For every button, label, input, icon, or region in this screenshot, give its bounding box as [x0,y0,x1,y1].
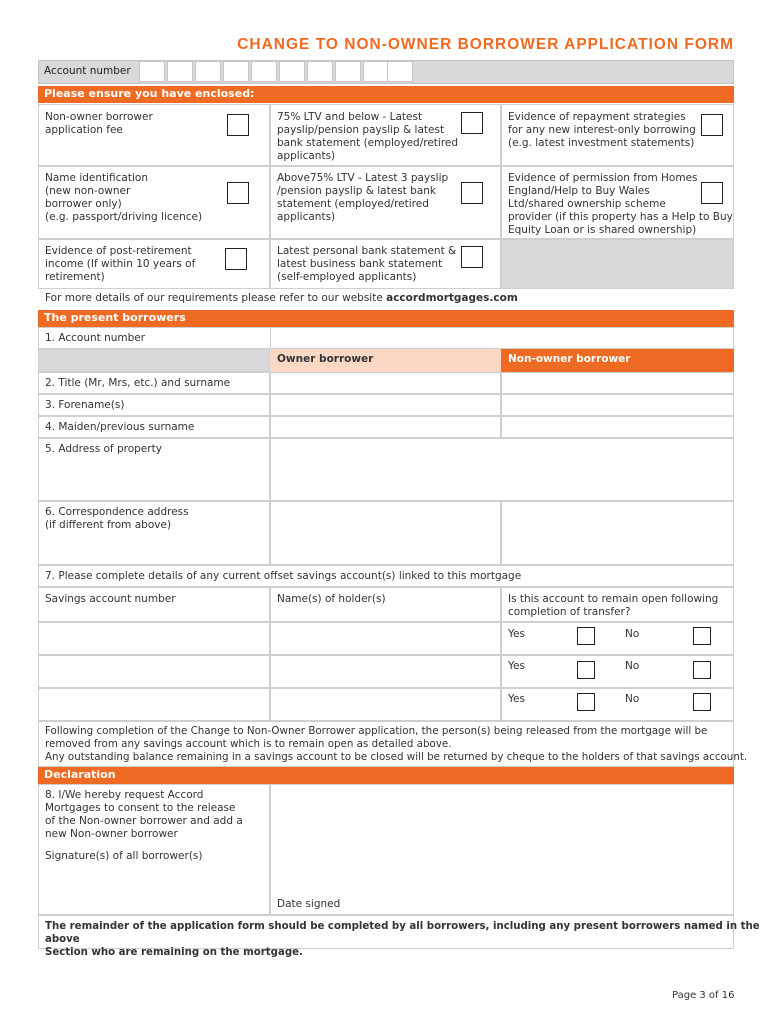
enclosed-heading: Please ensure you have enclosed: [38,86,734,103]
account-digit-box[interactable] [363,61,389,82]
yes-label: Yes [508,660,525,672]
no-checkbox[interactable] [693,661,711,679]
q6-label: 6. Correspondence address (if different from above) [45,506,189,531]
non-owner-borrower-header: Non-owner borrower [501,349,734,372]
account-digit-box[interactable] [167,61,193,82]
website-link[interactable]: accordmortgages.com [386,292,518,304]
repayment-checkbox[interactable] [701,114,723,136]
savings-account-input[interactable] [38,622,270,655]
q4-label: 4. Maiden/previous surname [45,421,195,433]
date-signed-label: Date signed [277,898,341,910]
present-borrowers-heading: The present borrowers [38,310,734,327]
no-checkbox[interactable] [693,693,711,711]
q7-label: 7. Please complete details of any current offset savings account(s) linked to this mortgage [45,570,522,582]
holders-input[interactable] [270,622,501,655]
ltv-above-checkbox[interactable] [461,182,483,204]
account-number-label: Account number [44,65,131,77]
enclosed-item-bank-statement: Latest personal bank statement & latest business bank statement (self-employed applicants) [277,245,457,283]
no-label: No [625,693,640,705]
enclosed-item-retirement: Evidence of post-retirement income (If within 10 years of retirement) [45,245,196,283]
enclosed-item-ltv-above: Above75% LTV - Latest 3 payslip /pension payslip & latest bank statement (employed/retired applicants) [277,172,449,223]
account-digit-box[interactable] [223,61,249,82]
q3-label: 3. Forename(s) [45,399,125,411]
non-owner-maiden-input[interactable] [501,416,734,438]
signature-label: Signature(s) of all borrower(s) [45,850,203,862]
no-checkbox[interactable] [693,627,711,645]
account-digit-box[interactable] [251,61,277,82]
property-address-input[interactable] [270,438,734,501]
ltv-below-checkbox[interactable] [461,112,483,134]
remainder-note: The remainder of the application form should be completed by all borrowers, including any present borrowers named in the above Section who are remaining on the mortgage. [45,921,760,958]
enclosed-item-fee: Non-owner borrower application fee [45,111,153,136]
account-number-input[interactable] [270,327,734,349]
enclosed-item-permission: Evidence of permission from Homes England/Help to Buy Wales Ltd/shared ownership scheme provider (if this property has a Help to Buy Equity Loan or is shared ownership) [508,172,733,236]
non-owner-title-input[interactable] [501,372,734,394]
yes-checkbox[interactable] [577,627,595,645]
holders-input[interactable] [270,688,501,721]
owner-borrower-header: Owner borrower [270,349,501,372]
savings-account-header: Savings account number [45,593,176,605]
q8-label: 8. I/We hereby request Accord Mortgages to consent to the release of the Non-owner borrower and add a new Non-owner borrower [45,789,243,840]
owner-maiden-input[interactable] [270,416,501,438]
enclosed-item-repayment: Evidence of repayment strategies for any new interest-only borrowing (e.g. latest investment statements) [508,111,696,149]
page-number: Page 3 of 16 [672,990,735,1001]
non-owner-forename-input[interactable] [501,394,734,416]
owner-correspondence-input[interactable] [270,501,501,565]
account-digit-box[interactable] [387,61,413,82]
declaration-heading: Declaration [38,767,734,784]
yes-label: Yes [508,693,525,705]
enclosed-item-id: Name identification (new non-owner borrower only) (e.g. passport/driving licence) [45,172,203,223]
savings-account-input[interactable] [38,688,270,721]
no-label: No [625,660,640,672]
yes-checkbox[interactable] [577,693,595,711]
fee-checkbox[interactable] [227,114,249,136]
q1-label: 1. Account number [45,332,146,344]
retirement-checkbox[interactable] [225,248,247,270]
account-digit-box[interactable] [307,61,333,82]
account-digit-box[interactable] [279,61,305,82]
holders-header: Name(s) of holder(s) [277,593,386,605]
enclosed-empty-cell [501,239,734,289]
non-owner-correspondence-input[interactable] [501,501,734,565]
q5-label: 5. Address of property [45,443,162,455]
holders-input[interactable] [270,655,501,688]
header-spacer [38,349,270,372]
requirements-note: For more details of our requirements please refer to our website accordmortgages.com [45,292,518,304]
yes-checkbox[interactable] [577,661,595,679]
form-title: CHANGE TO NON-OWNER BORROWER APPLICATION FORM [237,36,734,53]
savings-notice: Following completion of the Change to Non-Owner Borrower application, the person(s) being released from the mortgage will be removed from any savings account which is to remain open as detailed above. Any outstanding balance remaining in a savings account to be closed will be returned by cheque to the holders of that savings account. [45,725,748,763]
owner-forename-input[interactable] [270,394,501,416]
remain-open-header: Is this account to remain open following completion of transfer? [508,593,719,618]
bank-statement-checkbox[interactable] [461,246,483,268]
yes-label: Yes [508,628,525,640]
account-digit-box[interactable] [139,61,165,82]
account-digit-box[interactable] [335,61,361,82]
id-checkbox[interactable] [227,182,249,204]
owner-title-input[interactable] [270,372,501,394]
enclosed-item-ltv-below: 75% LTV and below - Latest payslip/pension payslip & latest bank statement (employed/retired applicants) [277,111,459,162]
account-digit-box[interactable] [195,61,221,82]
q2-label: 2. Title (Mr, Mrs, etc.) and surname [45,377,231,389]
signature-area[interactable] [270,784,734,915]
permission-checkbox[interactable] [701,182,723,204]
no-label: No [625,628,640,640]
savings-account-input[interactable] [38,655,270,688]
